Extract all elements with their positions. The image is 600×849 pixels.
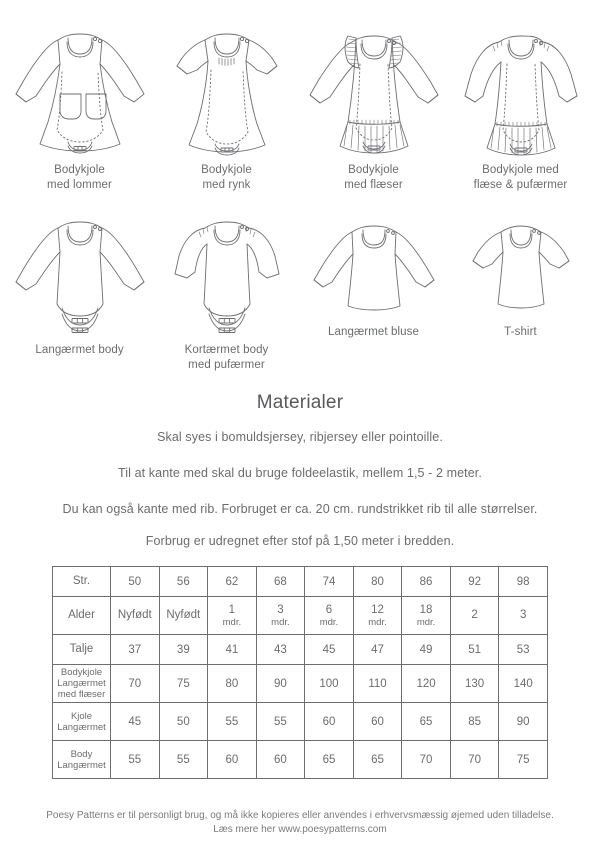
label-line: med pufærmer xyxy=(188,359,265,371)
label-line: Kjole xyxy=(70,710,93,722)
bodysuit-long-sleeve-icon xyxy=(10,212,150,338)
table-cell: 50 xyxy=(159,703,208,741)
table-cell: 65 xyxy=(353,741,402,779)
footer-copyright xyxy=(0,809,600,837)
table-cell xyxy=(499,597,548,635)
table-cell: 140 xyxy=(499,665,548,703)
label-line: Langærmet xyxy=(57,678,106,689)
cell-value: 3 xyxy=(277,603,284,616)
cell-value: Nyfødt xyxy=(117,609,152,621)
table-row-label xyxy=(53,703,111,741)
garment-langaermet-bluse xyxy=(300,212,447,386)
garment-t-shirt xyxy=(447,212,594,386)
garment-bodykjole-med-rynk xyxy=(153,18,300,208)
garment-label xyxy=(504,325,537,340)
table-cell: 60 xyxy=(256,741,305,779)
table-row-label: Talje xyxy=(53,635,111,665)
table-header-label: Str. xyxy=(53,567,111,597)
table-row-label xyxy=(53,665,111,703)
table-size-cell: 62 xyxy=(208,567,257,597)
dress-ruffle-puff-sleeve-icon xyxy=(451,18,591,158)
label-line: med flæser xyxy=(344,179,403,191)
table-cell: 90 xyxy=(499,703,548,741)
table-size-cell: 74 xyxy=(305,567,354,597)
table-cell: 70 xyxy=(111,665,160,703)
cell-value: 12 xyxy=(371,603,384,616)
cell-unit: mdr. xyxy=(319,616,339,628)
materials-line-fabric-width: Forbrug er udregnet efter stof på 1,50 meter i bredden. xyxy=(145,534,455,548)
label-line: Bodykjole med xyxy=(482,164,559,176)
label-line: flæse & pufærmer xyxy=(473,179,568,191)
table-cell xyxy=(208,597,257,635)
table-cell: 53 xyxy=(499,635,548,665)
table-cell: 51 xyxy=(450,635,499,665)
table-cell: 100 xyxy=(305,665,354,703)
table-cell: 85 xyxy=(450,703,499,741)
table-cell: 130 xyxy=(450,665,499,703)
table-cell: 110 xyxy=(353,665,402,703)
table-row-talje xyxy=(53,635,548,665)
cell-value: 6 xyxy=(325,603,333,616)
dress-pockets-long-sleeve-icon xyxy=(10,18,150,158)
label-line: med rynk xyxy=(202,179,251,191)
label-line: Kortærmet body xyxy=(184,344,269,356)
table-cell: 41 xyxy=(208,635,257,665)
table-cell: 45 xyxy=(111,703,160,741)
garment-label xyxy=(185,343,269,373)
garment-label xyxy=(474,163,568,193)
table-cell: 43 xyxy=(256,635,305,665)
label-line: Langærmet xyxy=(57,759,106,771)
dress-gathered-short-sleeve-icon xyxy=(157,18,297,158)
table-size-cell: 86 xyxy=(402,567,451,597)
cell-unit: mdr. xyxy=(222,616,242,628)
table-cell: 90 xyxy=(256,665,305,703)
table-cell: 55 xyxy=(159,741,208,779)
table-row-body-langaermet xyxy=(53,741,548,779)
size-table xyxy=(52,566,548,779)
table-cell: 60 xyxy=(305,703,354,741)
table-cell: 55 xyxy=(111,741,160,779)
table-size-cell: 68 xyxy=(256,567,305,597)
table-cell: 47 xyxy=(353,635,402,665)
label-line: med lommer xyxy=(47,179,112,191)
table-row-label xyxy=(53,741,111,779)
table-cell: 65 xyxy=(305,741,354,779)
table-cell: 70 xyxy=(450,741,499,779)
garment-kortaermet-body-med-pufaermer xyxy=(153,212,300,386)
garment-label xyxy=(47,163,112,193)
garment-label xyxy=(35,343,123,358)
table-cell xyxy=(256,597,305,635)
garment-bodykjole-med-lommer xyxy=(6,18,153,208)
table-cell: 75 xyxy=(499,741,548,779)
blouse-long-sleeve-icon xyxy=(309,220,439,320)
table-cell: 70 xyxy=(402,741,451,779)
dress-ruffle-long-sleeve-icon xyxy=(304,18,444,158)
table-row-bodykjole-langaermet-med-flaeser xyxy=(53,665,548,703)
label-line: Langærmet body xyxy=(35,344,124,356)
cell-value: Nyfødt xyxy=(166,609,201,621)
materials-line-rib: Du kan også kante med rib. Forbruget er ca. 20 cm. rundstrikket rib til alle størrelser. xyxy=(62,502,538,516)
table-cell: 49 xyxy=(402,635,451,665)
table-cell xyxy=(402,597,451,635)
cell-value: 1 xyxy=(228,603,236,616)
table-cell xyxy=(305,597,354,635)
materials-line-elastic: Til at kante med skal du bruge foldeelastik, mellem 1,5 - 2 meter. xyxy=(118,466,482,480)
tshirt-icon xyxy=(461,220,581,320)
footer-line-2: Læs mere her www.poesypatterns.com xyxy=(213,824,387,835)
label-line: Bodykjole xyxy=(54,164,105,176)
table-size-cell: 56 xyxy=(159,567,208,597)
cell-value: 3 xyxy=(519,609,527,621)
garment-langaermet-body xyxy=(6,212,153,386)
materials-line-fabric: Skal syes i bomuldsjersey, ribjersey eller pointoille. xyxy=(157,430,443,444)
table-size-cell: 80 xyxy=(353,567,402,597)
label-line: Bodykjole xyxy=(348,164,399,176)
table-header-row xyxy=(53,567,548,597)
cell-value: 2 xyxy=(471,609,478,621)
table-cell: 55 xyxy=(256,703,305,741)
table-cell xyxy=(159,597,208,635)
label-line: Bodykjole xyxy=(201,164,252,176)
garment-bodykjole-med-flaeser xyxy=(300,18,447,208)
materials-title: Materialer xyxy=(256,392,344,413)
label-line: Langærmet bluse xyxy=(328,326,419,338)
table-cell: 65 xyxy=(402,703,451,741)
label-line: med flæser xyxy=(57,689,106,700)
cell-unit: mdr. xyxy=(416,616,436,628)
table-cell: 60 xyxy=(353,703,402,741)
label-line: Bodykjole xyxy=(60,667,103,678)
materials-section xyxy=(0,392,600,548)
table-size-cell: 50 xyxy=(111,567,160,597)
table-cell: 75 xyxy=(159,665,208,703)
table-cell: 37 xyxy=(111,635,160,665)
table-cell: 120 xyxy=(402,665,451,703)
table-cell: 39 xyxy=(159,635,208,665)
size-table-wrapper xyxy=(0,566,600,779)
garment-row-dresses xyxy=(0,0,600,208)
table-size-cell: 92 xyxy=(450,567,499,597)
cell-unit: mdr. xyxy=(271,616,290,628)
cell-value: 18 xyxy=(419,603,433,616)
garment-label xyxy=(201,163,252,193)
table-cell: 80 xyxy=(208,665,257,703)
table-cell xyxy=(111,597,160,635)
table-cell: 60 xyxy=(208,741,257,779)
label-line: Langærmet xyxy=(57,721,106,733)
table-size-cell: 98 xyxy=(499,567,548,597)
table-row-label: Alder xyxy=(53,597,111,635)
table-row-kjole-langaermet xyxy=(53,703,548,741)
table-cell: 45 xyxy=(305,635,354,665)
table-cell xyxy=(450,597,499,635)
bodysuit-puff-sleeve-icon xyxy=(157,212,297,338)
garment-row-bodies xyxy=(0,208,600,386)
table-cell xyxy=(353,597,402,635)
garment-label xyxy=(328,325,419,340)
label-line: Body xyxy=(70,748,93,760)
table-row-alder xyxy=(53,597,548,635)
footer-line-1: Poesy Patterns er til personligt brug, og må ikke kopieres eller anvendes i erhvervsmæssig øjemed uden tilladelse. xyxy=(46,810,554,821)
cell-unit: mdr. xyxy=(368,616,387,628)
table-cell: 55 xyxy=(208,703,257,741)
label-line: T-shirt xyxy=(504,326,537,338)
garment-label xyxy=(344,163,403,193)
garment-bodykjole-med-flaese-og-pufaermer xyxy=(447,18,594,208)
